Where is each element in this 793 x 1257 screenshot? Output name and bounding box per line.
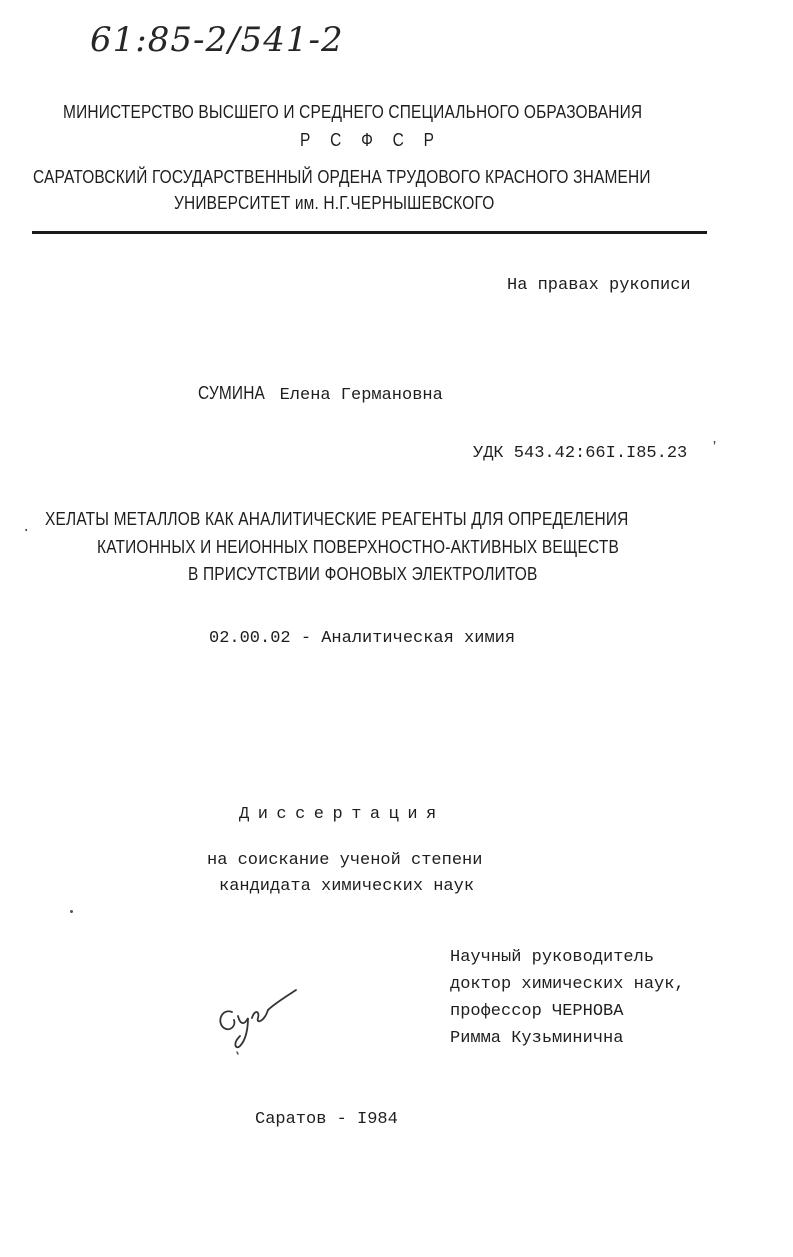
header-divider <box>32 231 707 234</box>
work-type: Диссертация <box>239 805 445 824</box>
title-line-3: В ПРИСУТСТВИИ ФОНОВЫХ ЭЛЕКТРОЛИТОВ <box>188 564 538 584</box>
udc-tick-mark: ʼ <box>710 440 720 457</box>
margin-mark: · <box>22 523 31 539</box>
supervisor-line-2: доктор химических наук, <box>450 975 685 994</box>
university-line-2: УНИВЕРСИТЕТ им. Н.Г.ЧЕРНЫШЕВСКОГО <box>174 193 495 213</box>
title-line-1: ХЕЛАТЫ МЕТАЛЛОВ КАК АНАЛИТИЧЕСКИЕ РЕАГЕНТЫ ДЛЯ ОПРЕДЕЛЕНИЯ <box>45 509 629 529</box>
republic-line: Р С Ф С Р <box>300 130 442 150</box>
supervisor-line-4: Римма Кузьминична <box>450 1029 624 1048</box>
archive-number: 61:85-2/541-2 <box>90 20 344 60</box>
stray-dot <box>70 910 73 913</box>
place-year: Саратов - I984 <box>255 1110 398 1129</box>
author-name <box>198 383 443 405</box>
degree-line-2: кандидата химических наук <box>219 877 475 896</box>
manuscript-note: На правах рукописи <box>507 276 691 295</box>
specialty: 02.00.02 - Аналитическая химия <box>209 629 516 648</box>
university-line-1: САРАТОВСКИЙ ГОСУДАРСТВЕННЫЙ ОРДЕНА ТРУДОВОГО КРАСНОГО ЗНАМЕНИ <box>33 167 651 187</box>
supervisor-line-3: профессор ЧЕРНОВА <box>450 1002 624 1021</box>
udc-code: УДК 543.42:66I.I85.23 <box>473 444 688 463</box>
degree-line-1: на соискание ученой степени <box>207 851 483 870</box>
author-given-names: Елена Германовна <box>279 386 443 405</box>
ministry-line: МИНИСТЕРСТВО ВЫСШЕГО И СРЕДНЕГО СПЕЦИАЛЬНОГО ОБРАЗОВАНИЯ <box>63 102 643 122</box>
author-surname: СУМИНА <box>198 383 266 403</box>
title-line-2: КАТИОННЫХ И НЕИОННЫХ ПОВЕРХНОСТНО-АКТИВНЫХ ВЕЩЕСТВ <box>97 537 620 557</box>
supervisor-line-1: Научный руководитель <box>450 948 655 967</box>
signature <box>210 980 310 1060</box>
